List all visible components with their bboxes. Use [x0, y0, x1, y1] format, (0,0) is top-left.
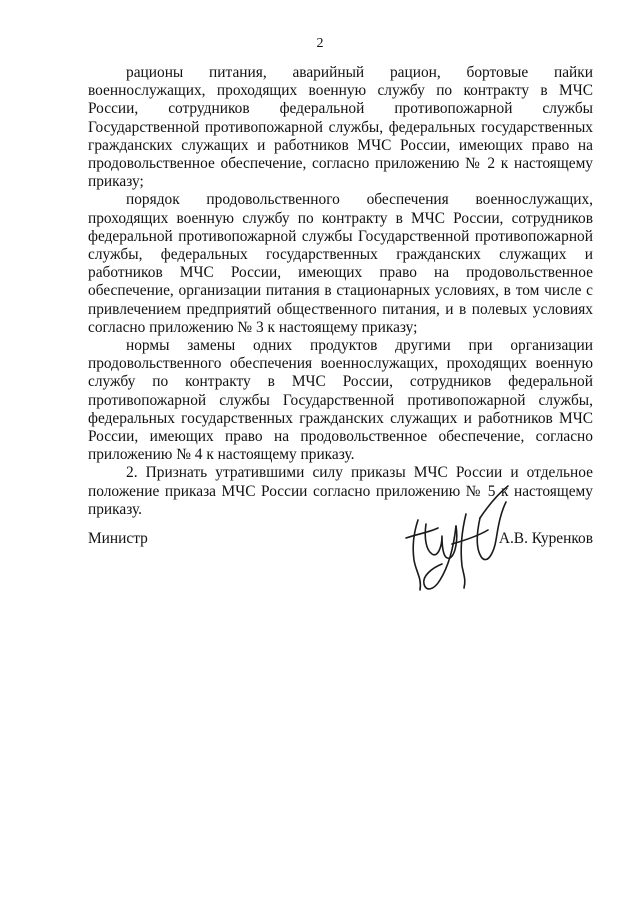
paragraph-supply-procedure: порядок продовольственного обеспечения военнослужащих, проходящих военную службу по контракту в МЧС России, сотрудников федеральной противопожарной службы Государственной противопожарной службы, федеральных государственных гражданских служащих и работников МЧС России, имеющих право на продовольственное обеспечение, организации питания в стационарных условиях, в том числе с привлечением предприятий общественного питания, и в полевых условиях согласно приложению № 3 к настоящему приказу; — [88, 191, 593, 336]
paragraph-repeal-orders: 2. Признать утратившими силу приказы МЧС России и отдельное положение приказа МЧС России согласно приложению № 5 к настоящему приказу. — [88, 464, 593, 518]
page-number: 2 — [316, 36, 324, 51]
signer-name: А.В. Куренков — [498, 530, 593, 547]
paragraph-substitution-norms: нормы замены одних продуктов другими при организации продовольственного обеспечения военнослужащих, проходящих военную службу по контракту в МЧС России, сотрудников федеральной противопожарной службы Государственной противопожарной службы, федеральных государственных гражданских служащих и работников МЧС России, имеющих право на продовольственное обеспечение, согласно приложению № 4 к настоящему приказу. — [88, 337, 593, 464]
document-body — [88, 64, 593, 519]
signature-block — [88, 480, 593, 600]
paragraph-ration-types: рационы питания, аварийный рацион, бортовые пайки военнослужащих, проходящих военную службу по контракту в МЧС России, сотрудников федеральной противопожарной службы Государственной противопожарной службы, федеральных государственных гражданских служащих и работников МЧС России, имеющих право на продовольственное обеспечение, согласно приложению № 2 к настоящему приказу; — [88, 64, 593, 191]
signer-title: Министр — [88, 530, 148, 547]
